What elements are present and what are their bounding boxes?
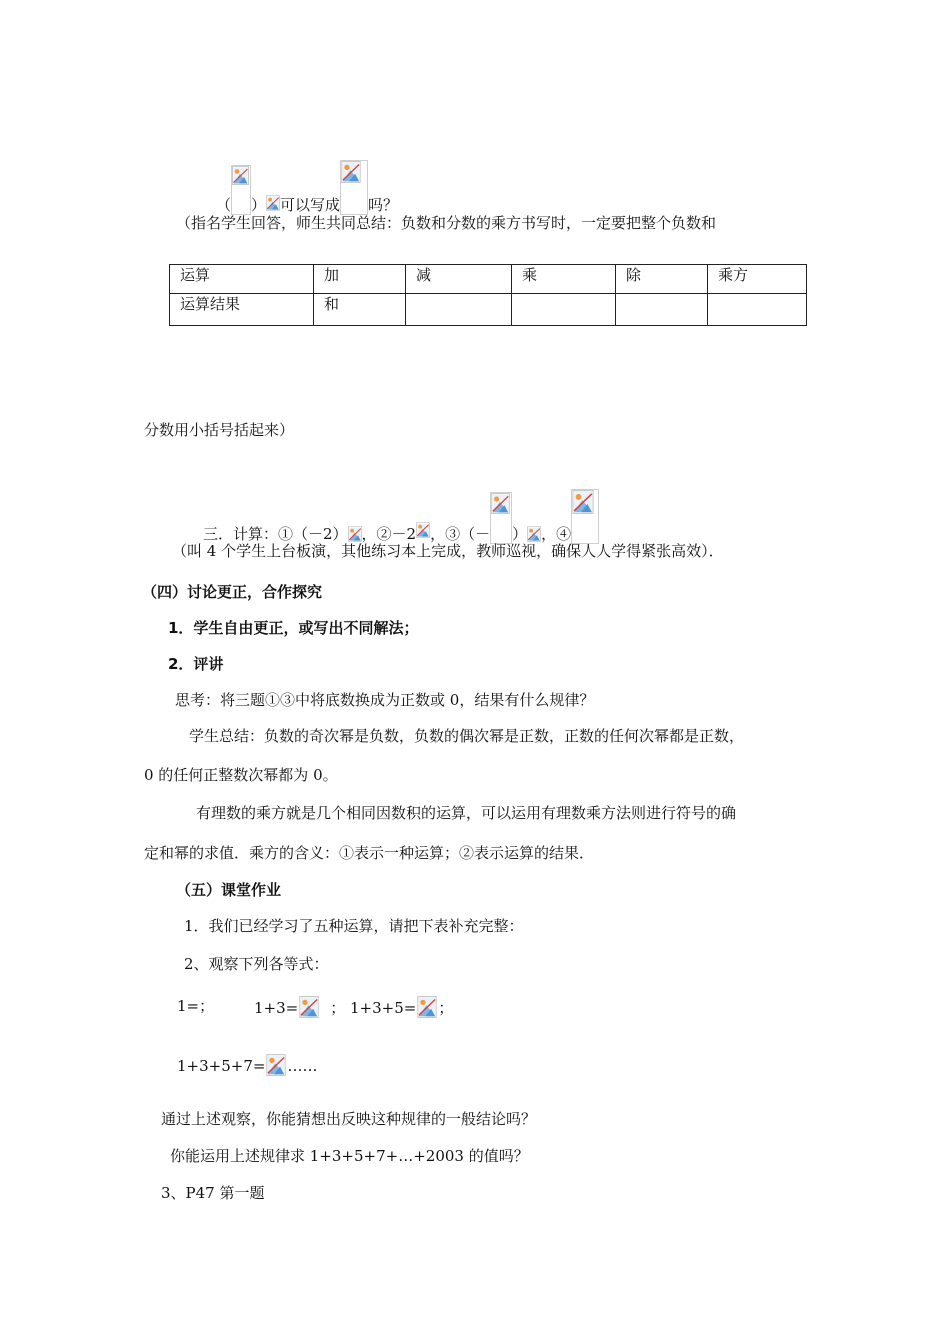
question-end: 吗？ [368,196,399,214]
table-cell [512,294,616,326]
table-cell [708,294,807,326]
broken-image-icon [571,489,599,544]
list-item: 2．评讲 [168,655,224,673]
operations-table [169,264,807,326]
equation-1: 1=； [177,997,215,1015]
calc-item-3: ，③（－ [430,525,491,543]
section-heading: （四）讨论更正，合作探究 [142,583,323,601]
list-item: 1．我们已经学习了五种运算，请把下表补充完整： [184,917,524,935]
table-cell [616,294,708,326]
power-meaning-cont: 定和幂的求值．乘方的含义：①表示一种运算；②表示运算的结果． [144,844,595,862]
table-cell: 乘方 [708,265,807,294]
student-summary-cont: 0 的任何正整数次幂都为 0。 [144,766,338,784]
table-row [170,294,807,326]
calc-item-1: 三．计算：①（－2） [203,525,348,543]
table-cell [406,294,512,326]
calculation-line [203,489,599,544]
question-line [216,160,398,215]
power-meaning: 有理数的乘方就是几个相同因数积的运算，可以运用有理数乘方法则进行符号的确 [196,804,737,822]
broken-image-icon [266,195,280,215]
table-cell: 加 [314,265,406,294]
broken-image-icon [265,1054,287,1076]
table-cell: 和 [314,294,406,326]
table-row [170,265,807,294]
paren-open: （ [216,196,232,214]
table-cell: 乘 [512,265,616,294]
section-heading: （五）课堂作业 [176,881,282,899]
broken-image-icon [231,165,251,215]
observation-question: 通过上述观察，你能猜想出反映这种规律的一般结论吗？ [161,1110,537,1128]
student-summary: 学生总结：负数的奇次幂是负数，负数的偶次幂是正数，正数的任何次幂都是正数， [189,727,745,745]
broken-image-icon [490,492,512,544]
equation-3: 1+3+5= ； [350,996,453,1018]
question-text: 可以写成 [280,196,341,214]
broken-image-icon [416,996,438,1018]
list-item: 3、P47 第一题 [161,1184,265,1202]
calc-item-2: ，②－2 [361,525,417,543]
summary-paragraph: （指名学生回答，师生共同总结：负数和分数的乘方书写时，一定要把整个负数和 [176,214,717,232]
summary-paragraph-end: 分数用小括号括起来） [144,421,295,439]
table-cell: 运算 [170,265,314,294]
broken-image-icon [340,160,368,215]
table-cell: 减 [406,265,512,294]
calc-item-4: ，④ [541,525,572,543]
paren-close: ） [251,196,267,214]
broken-image-icon [298,996,320,1018]
sum-question: 你能运用上述规律求 1+3+5+7+…+2003 的值吗？ [170,1147,529,1165]
list-item: 2、观察下列各等式： [184,955,329,973]
table-cell: 除 [616,265,708,294]
list-item: 1．学生自由更正，或写出不同解法； [168,619,419,637]
equation-4: 1+3+5+7= …… [177,1054,317,1076]
calc-close: ） [512,525,528,543]
table-cell: 运算结果 [170,294,314,326]
think-question: 思考：将三题①③中将底数换成为正数或 0，结果有什么规律？ [175,691,595,709]
equation-2: 1+3= ； [254,996,345,1018]
board-note: （叫 4 个学生上台板演，其他练习本上完成，教师巡视，确保人人学得紧张高效）． [172,542,724,560]
